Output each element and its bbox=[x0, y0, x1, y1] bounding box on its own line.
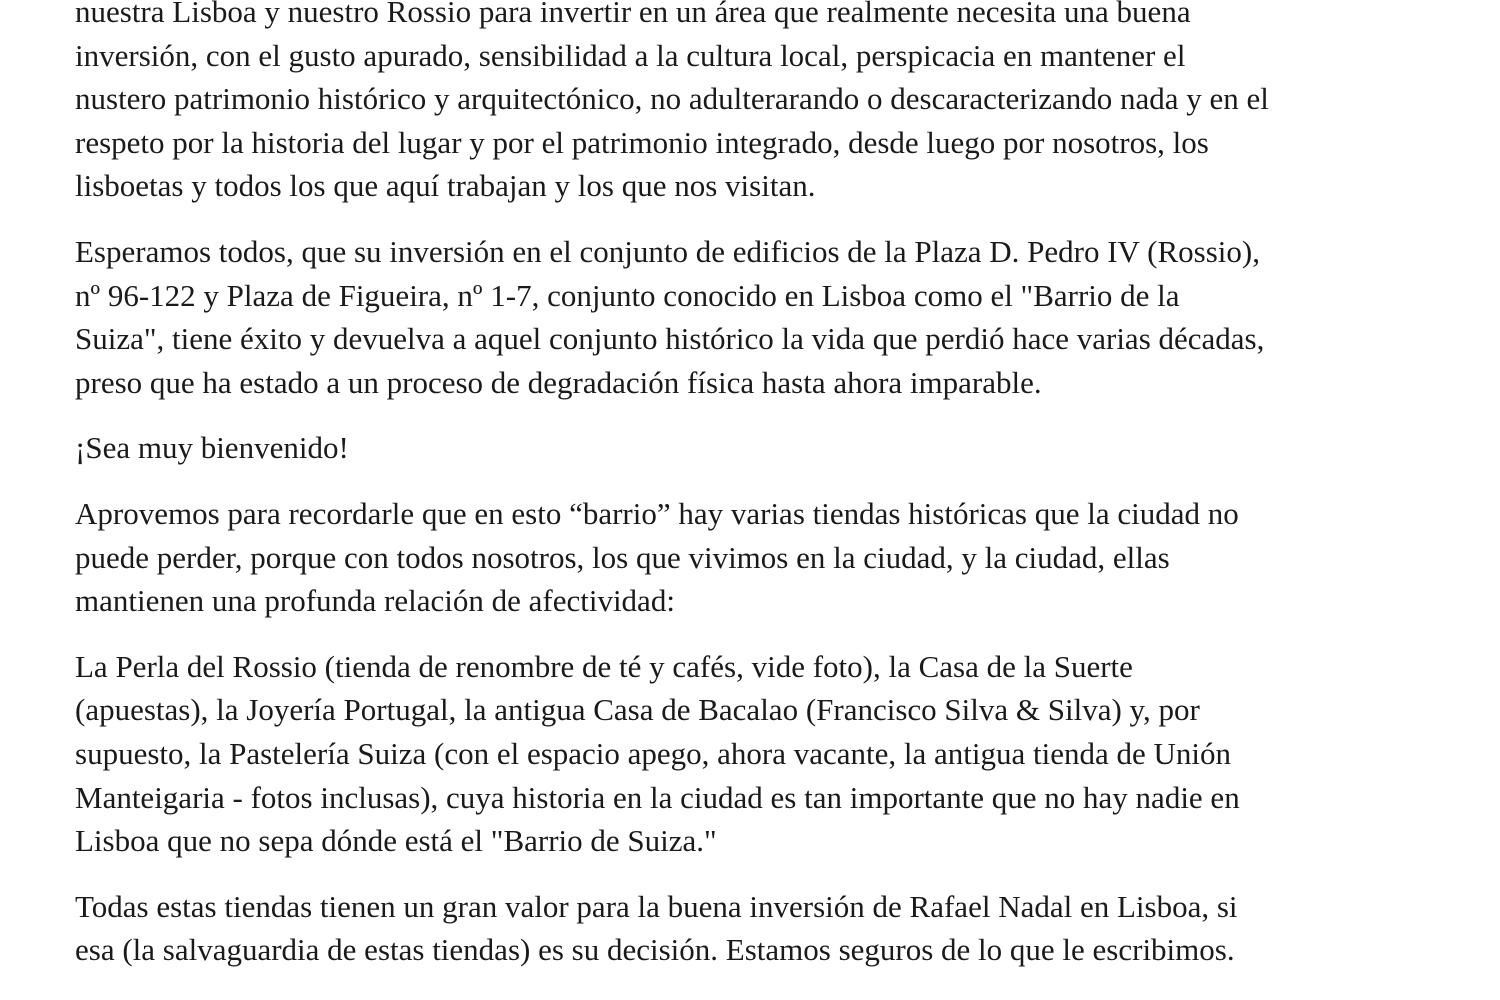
text-line: lisboetas y todos los que aquí trabajan y los que nos visitan. bbox=[75, 168, 816, 204]
text-line: Lisboa que no sepa dónde está el "Barrio de Suiza." bbox=[75, 823, 717, 859]
text-line: nustero patrimonio histórico y arquitectónico, no adulterarando o descaracterizando nada y en el bbox=[75, 81, 1269, 117]
paragraph-hope-success bbox=[75, 230, 1440, 404]
letter-page bbox=[75, 0, 1440, 994]
text-line: Todas estas tiendas tienen un gran valor para la buena inversión de Rafael Nadal en Lisboa, si bbox=[75, 888, 1238, 924]
paragraph-investment-intro bbox=[75, 0, 1440, 208]
paragraph-welcome bbox=[75, 426, 1440, 470]
text-line: La Perla del Rossio (tienda de renombre de té y cafés, vide foto), la Casa de la Suerte bbox=[75, 648, 1133, 684]
text-line: Manteigaria - fotos inclusas), cuya historia en la ciudad es tan importante que no hay nadie en bbox=[75, 779, 1240, 815]
text-line: Esperamos todos, que su inversión en el conjunto de edificios de la Plaza D. Pedro IV (Rossio), bbox=[75, 233, 1260, 269]
paragraph-historic-shops-reminder bbox=[75, 492, 1440, 623]
text-line: esa (la salvaguardia de estas tiendas) es su decisión. Estamos seguros de lo que le escribimos. bbox=[75, 932, 1235, 968]
text-line: nº 96-122 y Plaza de Figueira, nº 1-7, conjunto conocido en Lisboa como el "Barrio de la bbox=[75, 277, 1180, 313]
text-line: mantienen una profunda relación de afectividad: bbox=[75, 583, 675, 619]
text-line: preso que ha estado a un proceso de degradación física hasta ahora imparable. bbox=[75, 364, 1042, 400]
text-line: supuesto, la Pastelería Suiza (con el espacio apego, ahora vacante, la antigua tienda de Unión bbox=[75, 735, 1232, 771]
text-line: respeto por la historia del lugar y por el patrimonio integrado, desde luego por nosotros, los bbox=[75, 124, 1209, 160]
paragraph-shop-list bbox=[75, 645, 1440, 863]
text-line: Suiza", tiene éxito y devuelva a aquel conjunto histórico la vida que perdió hace varias décadas, bbox=[75, 321, 1265, 357]
text-line: (apuestas), la Joyería Portugal, la antigua Casa de Bacalao (Francisco Silva & Silva) y, por bbox=[75, 692, 1200, 728]
text-line: inversión, con el gusto apurado, sensibilidad a la cultura local, perspicacia en mantener el bbox=[75, 37, 1186, 73]
text-line: puede perder, porque con todos nosotros, los que vivimos en la ciudad, y la ciudad, ellas bbox=[75, 539, 1170, 575]
text-line: ¡Sea muy bienvenido! bbox=[75, 430, 349, 466]
text-line: Aprovemos para recordarle que en esto “barrio” hay varias tiendas históricas que la ciudad no bbox=[75, 495, 1239, 531]
text-line: nuestra Lisboa y nuestro Rossio para invertir en un área que realmente necesita una buena bbox=[75, 0, 1191, 29]
paragraph-closing bbox=[75, 885, 1440, 972]
